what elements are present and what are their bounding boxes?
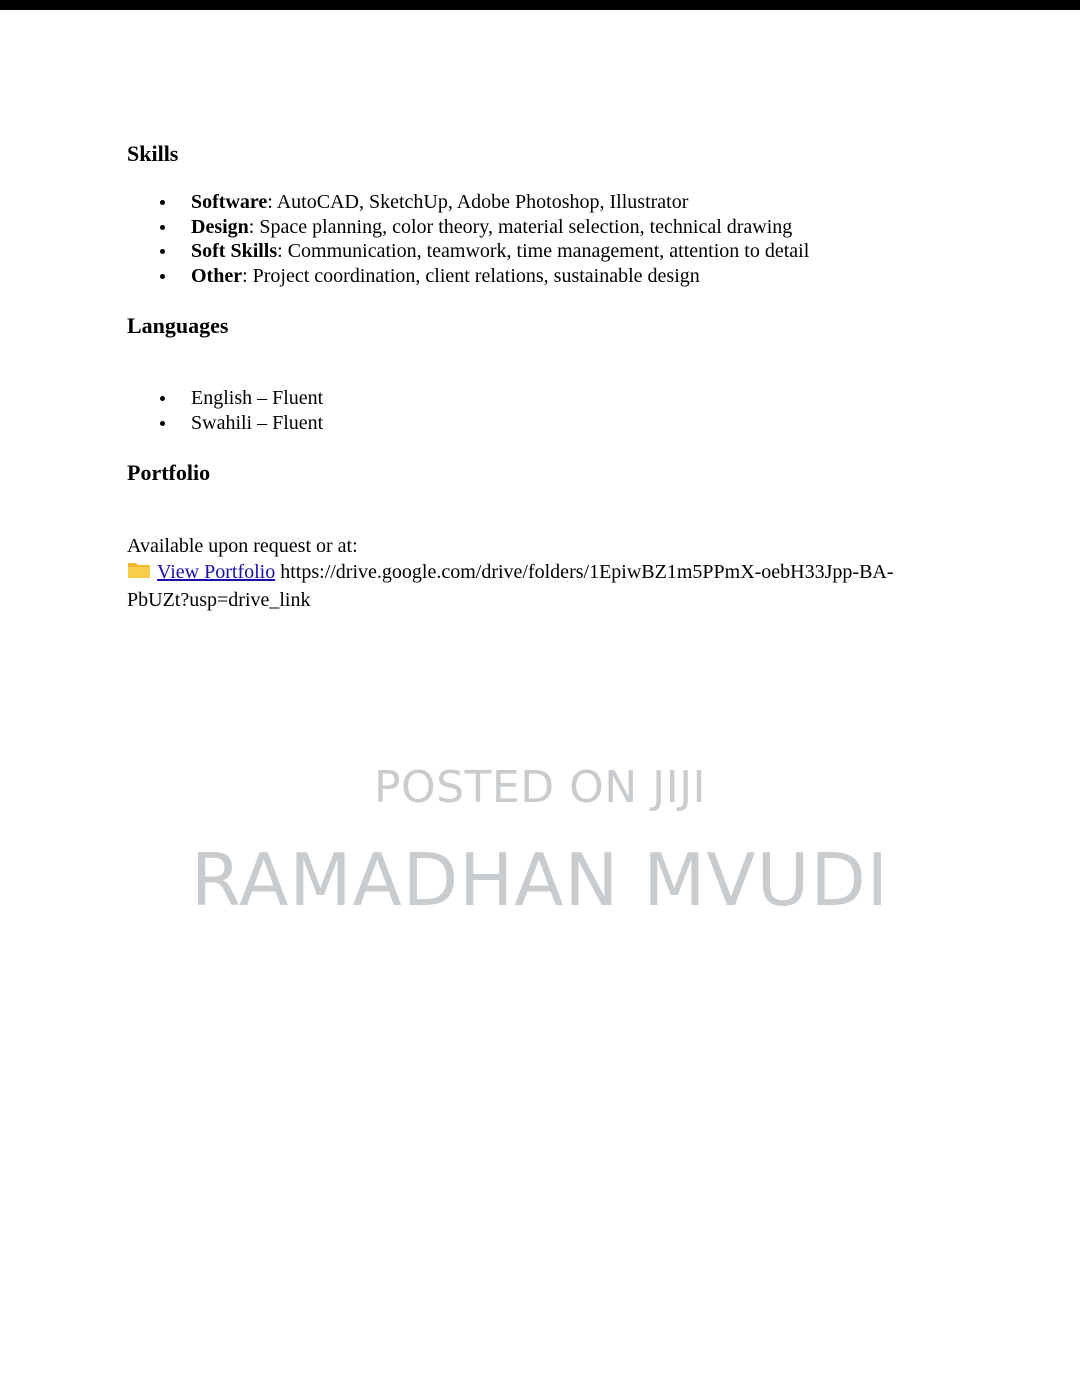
skill-label: Other (191, 264, 243, 287)
document-body (127, 140, 957, 613)
portfolio-link-line (127, 559, 957, 613)
top-border (0, 0, 1080, 10)
list-item (127, 215, 957, 240)
list-item (127, 190, 957, 215)
portfolio-url-cont: PbUZt?usp=drive_link (127, 589, 311, 611)
skills-heading: Skills (127, 141, 179, 166)
skill-label: Soft Skills (191, 240, 278, 262)
list-item (127, 239, 957, 264)
folder-icon (127, 560, 151, 587)
portfolio-url: https://drive.google.com/drive/folders/1EpiwBZ1m5PPmX-oebH33Jpp-BA- (275, 561, 894, 583)
list-item: English – Fluent (127, 386, 957, 411)
portfolio-heading: Portfolio (127, 460, 211, 485)
list-item: Swahili – Fluent (127, 411, 957, 436)
view-portfolio-link[interactable]: View Portfolio (157, 561, 276, 583)
skill-text: : Space planning, color theory, material selection, technical drawing (248, 215, 793, 238)
skill-text: : AutoCAD, SketchUp, Adobe Photoshop, Illustrator (267, 191, 689, 213)
skill-text: : Project coordination, client relations, sustainable design (242, 264, 700, 287)
languages-heading: Languages (127, 313, 229, 338)
list-item (127, 264, 957, 289)
portfolio-intro: Available upon request or at: (127, 535, 358, 557)
skill-label: Design (191, 215, 249, 238)
watermark-posted-on: POSTED ON JIJI (373, 762, 707, 813)
skills-list (127, 190, 957, 288)
languages-list (127, 386, 957, 435)
skill-text: : Communication, teamwork, time management, attention to detail (277, 240, 810, 262)
skill-label: Software (191, 191, 268, 213)
watermark-name: RAMADHAN MVUDI (190, 838, 890, 922)
